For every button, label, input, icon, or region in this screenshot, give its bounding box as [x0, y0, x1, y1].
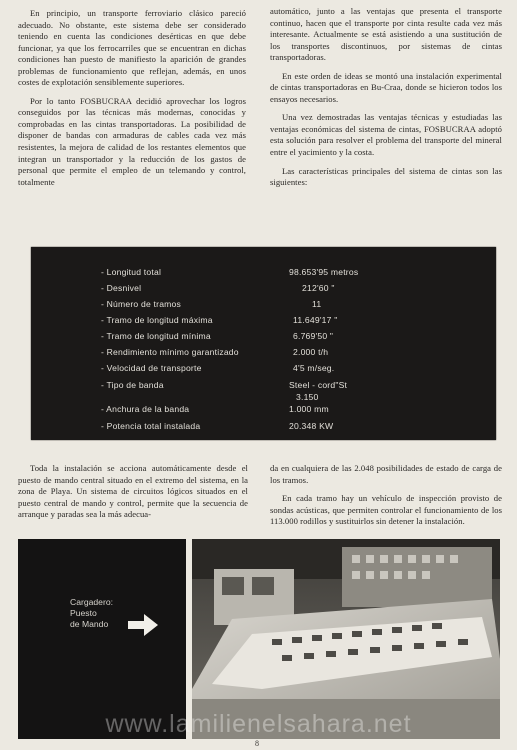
caption-line: de Mando: [70, 619, 109, 629]
spec-value: 4'5 m/seg.: [293, 363, 335, 373]
control-room-photo: [192, 539, 500, 739]
paragraph: Toda la instalación se acciona automáticamente desde el puesto de mando central situado en el extremo del sistema, en la zona de Playa. Un sistema de circuitos lógicos situados en el puesto central de mando y control, permite que la secuencia de arranque y paradas sea la más adecua-: [18, 463, 248, 520]
photo-caption: [70, 597, 113, 630]
spec-label: - Anchura de la banda: [101, 404, 190, 414]
text-column-left-top: [18, 8, 246, 195]
spec-row: [31, 363, 496, 377]
paragraph: automático, junto a las ventajas que presenta el transporte continuo, hacen que el transporte por cinta resulte cada vez más interesante. Actualmente se está asistiendo a una sustitución de los transportes discontinuos, por sistemas de cintas transportadoras.: [270, 6, 502, 63]
watermark: www.lamilienelsahara.net: [105, 710, 412, 738]
caption-panel: [18, 539, 186, 739]
spec-value: 1.000 mm: [289, 404, 329, 414]
spec-label: - Tramo de longitud máxima: [101, 315, 213, 325]
spec-row: [31, 347, 496, 361]
specifications-panel: [31, 247, 496, 440]
spec-row: [31, 331, 496, 345]
paragraph: En este orden de ideas se montó una instalación experimental de cintas transportadoras en Bu-Craa, donde se hicieron todos los ensayos necesarios.: [270, 70, 502, 104]
spec-label: - Velocidad de transporte: [101, 363, 202, 373]
control-console-image: [192, 539, 500, 739]
spec-row: [31, 421, 496, 435]
spec-label: - Desnivel: [101, 283, 142, 293]
spec-label: - Tipo de banda: [101, 380, 164, 390]
spec-row: [31, 267, 496, 281]
spec-value: 20.348 KW: [289, 421, 334, 431]
spec-value: 3.150: [296, 392, 319, 402]
paragraph: da en cualquiera de las 2.048 posibilidades de estado de carga de los tramos.: [270, 463, 502, 485]
spec-value: Steel - cord"St: [289, 380, 348, 390]
page-number: 8: [255, 739, 259, 748]
spec-row: [31, 404, 496, 418]
spec-value: 6.769'50 ": [293, 331, 334, 341]
spec-value: 11.649'17 ": [293, 315, 338, 325]
spec-row: [31, 299, 496, 313]
arrow-right-icon: [126, 612, 160, 638]
caption-line: Puesto: [70, 608, 97, 618]
text-column-left-middle: [18, 463, 248, 528]
paragraph: Las características principales del sistema de cintas son las siguientes:: [270, 165, 502, 188]
spec-label: - Longitud total: [101, 267, 162, 277]
text-column-right-top: [270, 6, 502, 196]
spec-value: 98.653'95 metros: [289, 267, 359, 277]
spec-row: [31, 283, 496, 297]
paragraph: En cada tramo hay un vehículo de inspección provisto de sondas acústicas, que permiten controlar el funcionamiento de los 113.000 rodillos y sustituirlos sin detener la instalación.: [270, 493, 502, 527]
paragraph: En principio, un transporte ferroviario clásico pareció adecuado. No obstante, este sistema debe ser considerado teniendo en cuenta las condiciones desérticas en que debe funcionar, ya que los ferrocarriles que se encuentran en dichas condiciones han puesto de manifiesto la aparición de grandes problemas de funcionamiento que reflejan, además, en unos costes de explotación sensiblemente superiores.: [18, 8, 246, 88]
spec-label: - Número de tramos: [101, 299, 182, 309]
spec-value: 212'60 ": [302, 283, 335, 293]
spec-label: - Rendimiento mínimo garantizado: [101, 347, 239, 357]
spec-value: 2.000 t/h: [293, 347, 329, 357]
spec-label: - Tramo de longitud mínima: [101, 331, 211, 341]
paragraph: Por lo tanto FOSBUCRAA decidió aprovechar los logros conseguidos por las técnicas más modernas, conocidas y comprobadas en las cintas transportadoras. La posibilidad de disponer de bandas con armaduras de cables cada vez más resistentes, la mejora de calidad de los restantes elementos que integran un transportador y la reducción de los gastos de personal que permite el empleo de un telemando y control, totalmente: [18, 95, 246, 187]
spec-row: [31, 315, 496, 329]
spec-label: - Potencia total instalada: [101, 421, 201, 431]
caption-line: Cargadero:: [70, 597, 113, 607]
paragraph: Una vez demostradas las ventajas técnicas y estudiadas las ventajas económicas del sistema de cintas, FOSBUCRAA adoptó esta solución para resolver el problema del transporte del mineral entre el yacimiento y la costa.: [270, 112, 502, 158]
spec-value: 11: [312, 299, 322, 309]
text-column-right-middle: [270, 463, 502, 535]
